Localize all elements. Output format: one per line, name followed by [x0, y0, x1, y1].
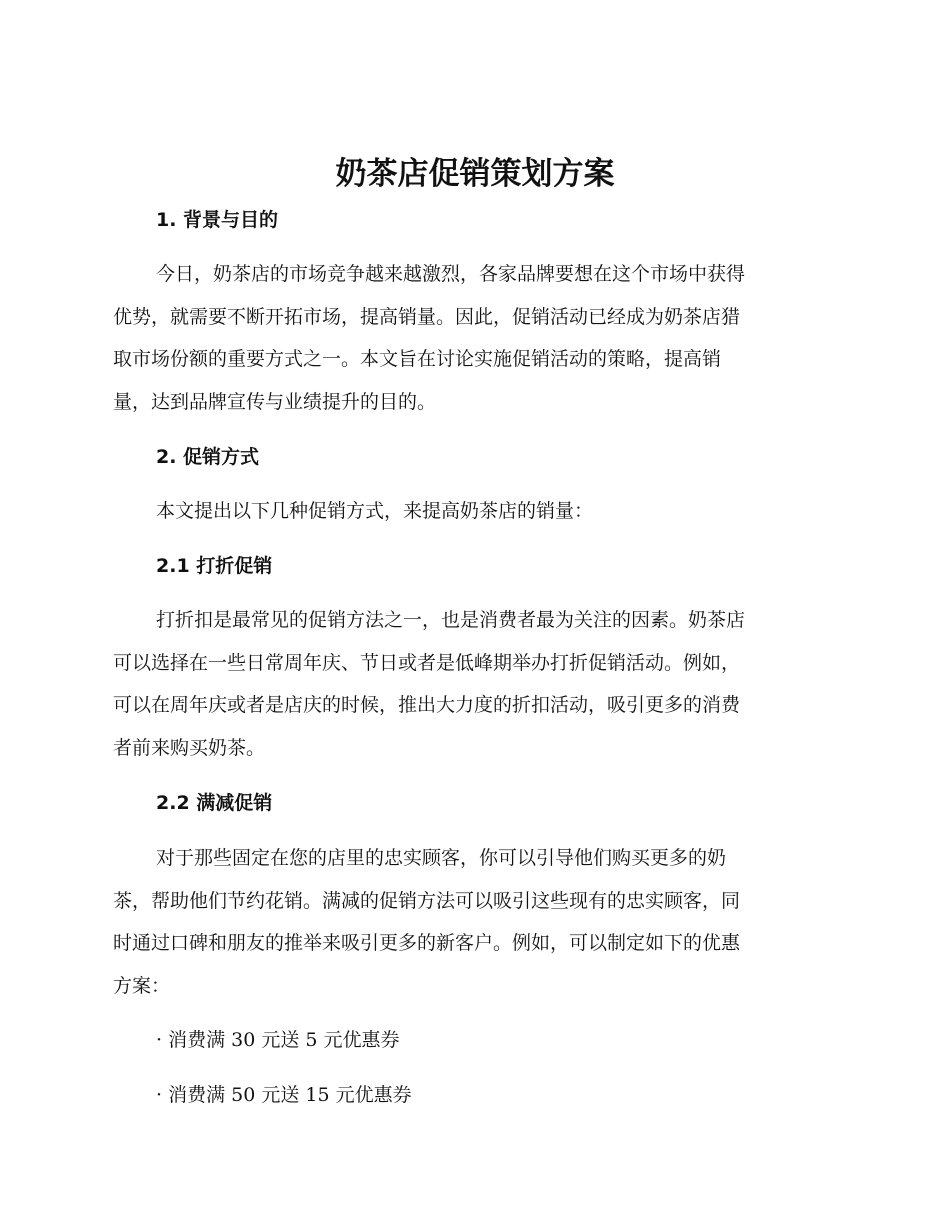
document-title: 奶茶店促销策划方案 — [335, 156, 615, 192]
paragraph-line: 本文提出以下几种促销方式，来提高奶茶店的销量： — [156, 500, 594, 522]
paragraph-line: 方案： — [113, 974, 171, 997]
bullet-item: · 消费满 50 元送 15 元优惠券 — [156, 1084, 412, 1106]
paragraph-line: 取市场份额的重要方式之一。本文旨在讨论实施促销活动的策略，提高销 — [113, 348, 722, 370]
bullet-item: · 消费满 30 元送 5 元优惠券 — [156, 1029, 400, 1051]
paragraph-line: 优势，就需要不断开拓市场，提高销量。因此，促销活动已经成为奶茶店猎 — [113, 305, 741, 328]
paragraph-line: 可以在周年庆或者是店庆的时候，推出大力度的折扣活动，吸引更多的消费 — [113, 694, 741, 716]
section-heading-spend-reduction: 2.2 满减促销 — [156, 792, 273, 814]
paragraph-promotion-intro — [113, 490, 837, 533]
paragraph-spend-reduction — [113, 837, 837, 1007]
paragraph-background — [113, 253, 837, 423]
paragraph-discount — [113, 599, 837, 769]
paragraph-line: 今日，奶茶店的市场竞争越来越激烈，各家品牌要想在这个市场中获得 — [156, 263, 746, 285]
paragraph-line: 时通过口碑和朋友的推举来吸引更多的新客户。例如，可以制定如下的优惠 — [113, 932, 741, 954]
paragraph-line: 量，达到品牌宣传与业绩提升的目的。 — [113, 390, 437, 413]
paragraph-line: 茶，帮助他们节约花销。满减的促销方法可以吸引这些现有的忠实顾客，同 — [113, 889, 741, 912]
section-heading-promotion-methods: 2. 促销方式 — [156, 446, 260, 468]
section-heading-background: 1. 背景与目的 — [156, 209, 279, 231]
section-heading-discount: 2.1 打折促销 — [156, 555, 273, 577]
paragraph-line: 可以选择在一些日常周年庆、节日或者是低峰期举办打折促销活动。例如， — [113, 651, 741, 674]
paragraph-line: 对于那些固定在您的店里的忠实顾客，你可以引导他们购买更多的奶 — [156, 847, 727, 869]
paragraph-line: 者前来购买奶茶。 — [113, 736, 266, 759]
paragraph-line: 打折扣是最常见的促销方法之一，也是消费者最为关注的因素。奶茶店 — [156, 609, 746, 631]
